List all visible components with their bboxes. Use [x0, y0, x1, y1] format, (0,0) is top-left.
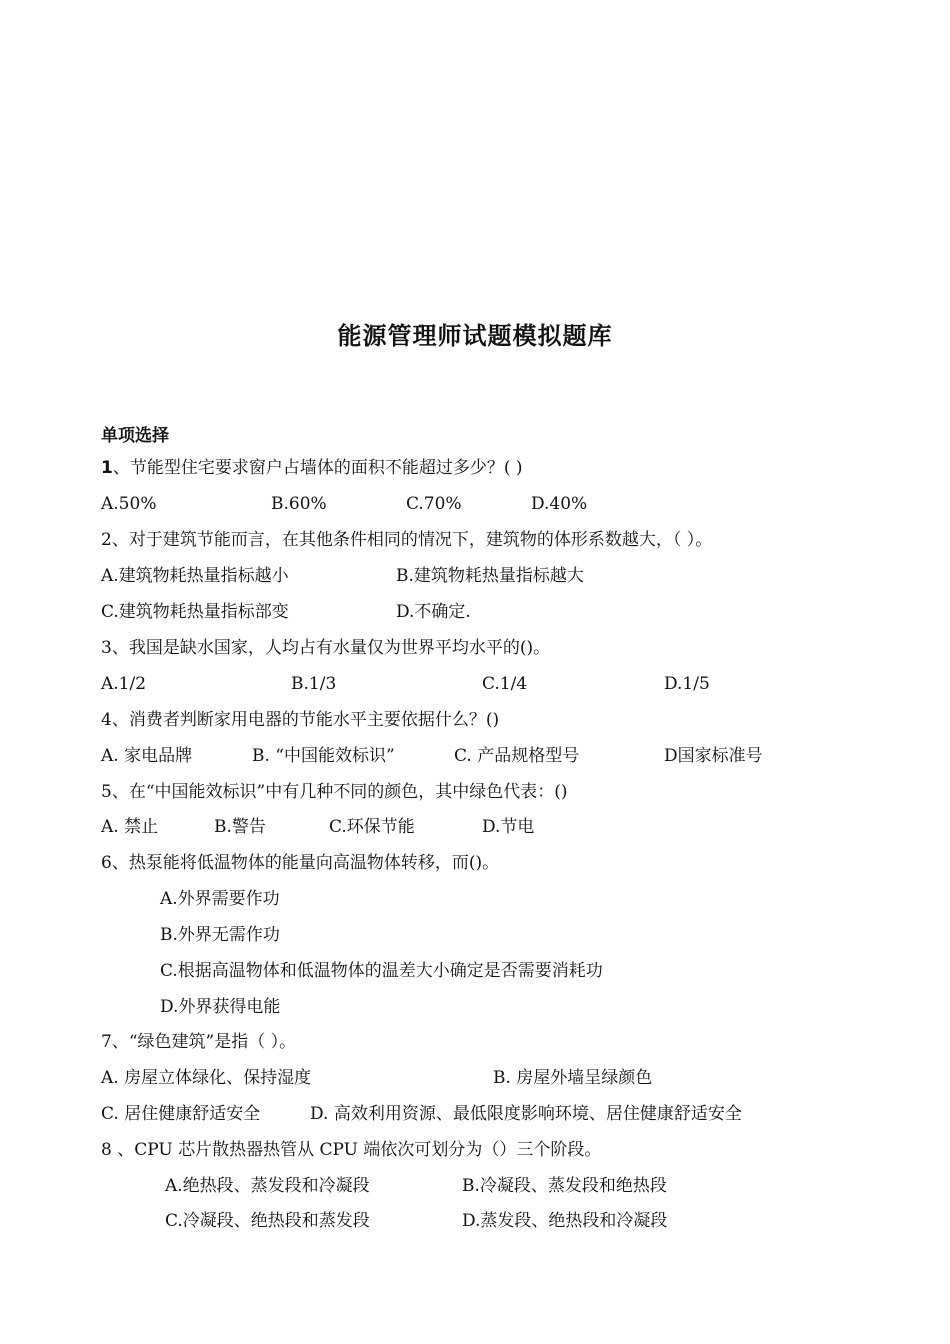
question-6-option-d: D.外界获得电能	[160, 997, 281, 1017]
question-3-option-c: C.1/4	[482, 674, 528, 694]
question-6-stem: 6、热泵能将低温物体的能量向高温物体转移，而()。	[101, 853, 500, 873]
question-8-option-b: B.冷凝段、蒸发段和绝热段	[462, 1176, 667, 1196]
question-1-option-a: A.50%	[101, 494, 157, 514]
question-7-option-d: D. 高效利用资源、最低限度影响环境、居住健康舒适安全	[310, 1104, 742, 1124]
question-8-option-d: D.蒸发段、绝热段和冷凝段	[462, 1211, 668, 1231]
question-3-option-d: D.1/5	[664, 674, 710, 694]
question-1-stem: 、节能型住宅要求窗户占墙体的面积不能超过多少？( )	[112, 458, 523, 478]
question-5-option-a: A. 禁止	[101, 817, 159, 837]
question-7-option-b: B. 房屋外墙呈绿颜色	[493, 1068, 653, 1088]
question-2-stem: 2、对于建筑节能而言，在其他条件相同的情况下，建筑物的体形系数越大，（ ）。	[101, 530, 713, 550]
question-6-option-a: A.外界需要作功	[160, 889, 280, 909]
question-6-option-b: B.外界无需作功	[160, 925, 280, 945]
question-7-stem: 7、“绿色建筑”是指（ ）。	[101, 1032, 297, 1052]
question-7-option-c: C. 居住健康舒适安全	[101, 1104, 261, 1124]
question-5-option-b: B.警告	[214, 817, 266, 837]
question-5-option-d: D.节电	[482, 817, 535, 837]
question-5-option-c: C.环保节能	[329, 817, 415, 837]
section-heading: 单项选择	[101, 426, 169, 446]
question-6-option-c: C.根据高温物体和低温物体的温差大小确定是否需要消耗功	[160, 961, 603, 981]
question-1-option-b: B.60%	[271, 494, 327, 514]
question-4-option-a: A. 家电品牌	[101, 746, 193, 766]
question-2-option-a: A.建筑物耗热量指标越小	[101, 566, 289, 586]
question-3-option-a: A.1/2	[101, 674, 147, 694]
question-4-option-d: D国家标准号	[664, 746, 763, 766]
question-7-option-a: A. 房屋立体绿化、保持湿度	[101, 1068, 312, 1088]
question-8-option-a: A.绝热段、蒸发段和冷凝段	[165, 1176, 370, 1196]
question-1-number: 1	[101, 458, 113, 478]
question-3-option-b: B.1/3	[291, 674, 337, 694]
question-1-option-c: C.70%	[406, 494, 462, 514]
question-4-option-b: B. “中国能效标识”	[252, 746, 395, 766]
question-3-stem: 3、我国是缺水国家，人均占有水量仅为世界平均水平的()。	[101, 638, 551, 658]
question-2-option-d: D.不确定.	[396, 602, 471, 622]
page-title: 能源管理师试题模拟题库	[337, 322, 613, 350]
question-8-stem: 8 、CPU 芯片散热器热管从 CPU 端依次可划分为（）三个阶段。	[101, 1140, 602, 1160]
question-4-stem: 4、消费者判断家用电器的节能水平主要依据什么？()	[101, 710, 500, 730]
question-2-option-b: B.建筑物耗热量指标越大	[396, 566, 584, 586]
question-4-option-c: C. 产品规格型号	[454, 746, 580, 766]
question-1-option-d: D.40%	[531, 494, 588, 514]
question-8-option-c: C.冷凝段、绝热段和蒸发段	[165, 1211, 370, 1231]
question-2-option-c: C.建筑物耗热量指标部变	[101, 602, 289, 622]
question-1	[101, 456, 523, 480]
question-5-stem: 5、在“中国能效标识”中有几种不同的颜色，其中绿色代表：()	[101, 782, 568, 802]
